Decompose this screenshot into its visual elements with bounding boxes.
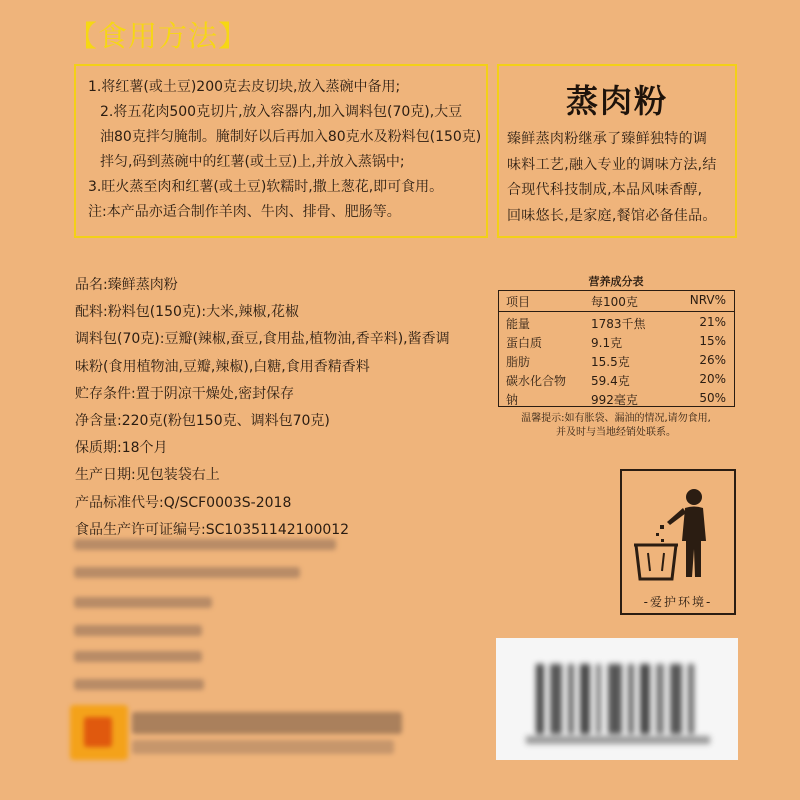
nutrition-facts (497, 274, 735, 440)
blurred-company-subtext (132, 740, 394, 754)
info-seasoning-pack: 调料包(70克):豆瓣(辣椒,蚕豆,食用盐,植物油,香辛料),酱香调 (75, 331, 450, 348)
nutrient-name: 碳水化合物 (506, 374, 567, 388)
nutrition-row (499, 313, 734, 332)
environment-box (620, 469, 736, 615)
nutrient-nrv: 26% (699, 353, 726, 367)
info-storage: 贮存条件:置于阴凉干燥处,密封保存 (75, 385, 295, 402)
nutrient-name: 蛋白质 (506, 336, 543, 350)
product-description (507, 127, 731, 229)
nutrient-name: 钠 (506, 393, 519, 407)
blurred-company-name (132, 712, 402, 734)
section-title: 【食用方法】 (68, 19, 249, 53)
description-line: 味料工艺,融入专业的调味方法,结 (507, 156, 717, 173)
nutrient-nrv: 50% (699, 391, 726, 405)
nutrition-note (497, 412, 735, 440)
header-nrv: NRV% (689, 293, 726, 307)
nutrient-amount: 15.5克 (591, 355, 630, 369)
info-ingredients: 配料:粉料包(150克):大米,辣椒,花椒 (75, 304, 299, 321)
usage-line: 3.旺火蒸至肉和红薯(或土豆)软糯时,撒上葱花,即可食用。 (88, 179, 444, 195)
nutrient-name: 能量 (506, 317, 531, 331)
info-seasoning-pack-cont: 味粉(食用植物油,豆瓣,辣椒),白糖,食用香精香料 (75, 358, 370, 375)
nutrient-nrv: 20% (699, 372, 726, 386)
nutrition-table (498, 290, 735, 407)
nutrient-name: 脂肪 (506, 355, 531, 369)
blurred-company-logo (70, 705, 128, 760)
usage-line: 2.将五花肉500克切片,放入容器内,加入调料包(70克),大豆 (100, 104, 463, 120)
barcode-bars (518, 654, 718, 746)
nutrition-row (499, 351, 734, 370)
product-info (75, 272, 485, 544)
nutrition-row (499, 389, 734, 408)
note-line: 并及时与当地经销处联系。 (556, 427, 676, 438)
info-shelf-life: 保质期:18个月 (75, 440, 168, 457)
nutrient-nrv: 21% (699, 315, 726, 329)
description-line: 臻鲜蒸肉粉继承了臻鲜独特的调 (507, 131, 708, 147)
info-net-weight: 净含量:220克(粉包150克、调料包70克) (75, 413, 330, 430)
description-line: 合现代科技制成,本品风味香醇, (507, 182, 703, 198)
blurred-manufacturer-info (72, 537, 412, 697)
info-license-number: 食品生产许可证编号:SC10351142100012 (75, 521, 350, 538)
header-item: 项目 (506, 295, 531, 309)
nutrition-row (499, 332, 734, 351)
info-standard-code: 产品标准代号:Q/SCF0003S-2018 (75, 494, 292, 511)
nutrition-header-row (499, 291, 734, 312)
note-line: 温馨提示:如有胀袋、漏油的情况,请勿食用, (521, 413, 711, 424)
nutrient-amount: 1783千焦 (591, 317, 646, 331)
nutrient-amount: 59.4克 (591, 374, 630, 388)
info-product-name: 品名:臻鲜蒸肉粉 (75, 277, 178, 293)
description-line: 回味悠长,是家庭,餐馆必备佳品。 (507, 207, 717, 224)
usage-line: 油80克拌匀腌制。腌制好以后再加入80克水及粉料包(150克) (100, 129, 482, 145)
header-per-100g: 每100克 (591, 295, 638, 309)
nutrient-amount: 992毫克 (591, 393, 638, 407)
nutrition-title: 营养成分表 (588, 275, 644, 288)
product-name-title: 蒸肉粉 (565, 82, 668, 120)
trash-bin-person-icon (630, 481, 726, 585)
environment-label: -爱护环境- (643, 595, 713, 609)
usage-line: 拌匀,码到蒸碗中的红薯(或土豆)上,并放入蒸锅中; (100, 154, 405, 170)
nutrition-row (499, 370, 734, 389)
usage-note: 注:本产品亦适合制作羊肉、牛肉、排骨、肥肠等。 (88, 204, 401, 220)
usage-line: 1.将红薯(或土豆)200克去皮切块,放入蒸碗中备用; (88, 79, 401, 95)
nutrient-amount: 9.1克 (591, 336, 623, 350)
product-intro-box (497, 64, 737, 238)
info-production-date: 生产日期:见包装袋右上 (75, 467, 220, 484)
usage-instructions-box (74, 64, 488, 238)
barcode (496, 638, 738, 760)
nutrient-nrv: 15% (699, 334, 726, 348)
